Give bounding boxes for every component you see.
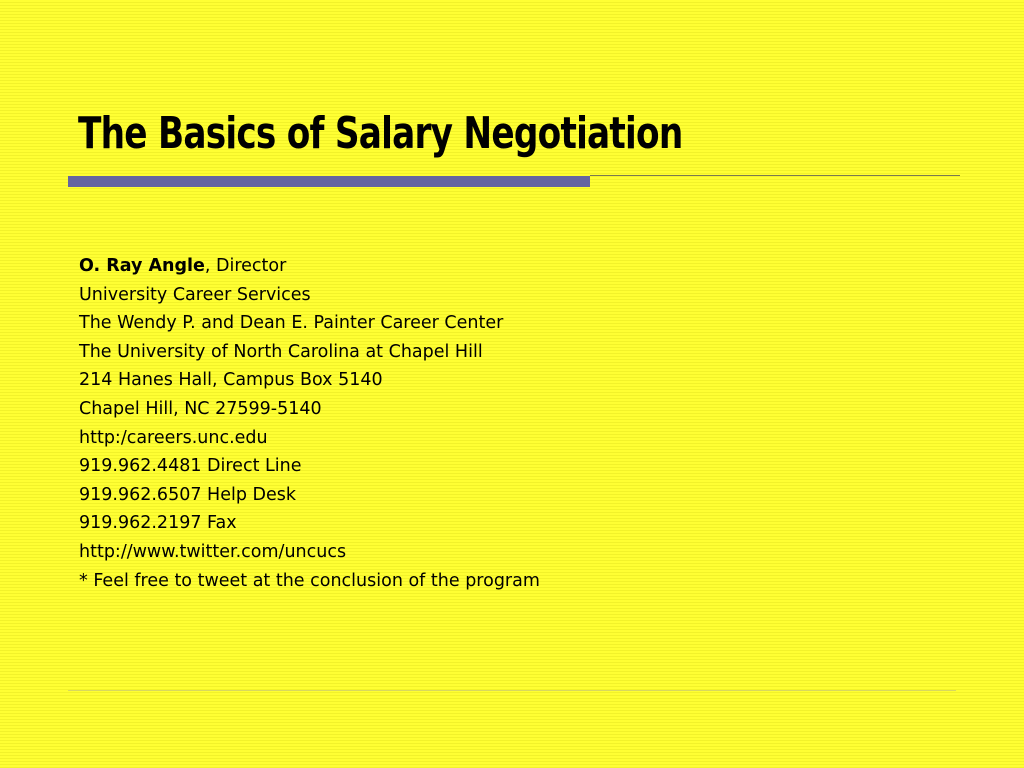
contact-line-direct-phone: 919.962.4481 Direct Line xyxy=(79,456,302,477)
contact-block xyxy=(79,252,540,595)
contact-line-university: The University of North Carolina at Chapel Hill xyxy=(79,341,483,362)
contact-line-twitter: http://www.twitter.com/uncucs xyxy=(79,541,347,562)
contact-line-tweet-note: * Feel free to tweet at the conclusion of the program xyxy=(79,570,540,591)
presenter-role: , Director xyxy=(204,256,287,276)
contact-name-line xyxy=(79,252,540,281)
title-accent-bar xyxy=(68,176,590,187)
contact-line-center: The Wendy P. and Dean E. Painter Career Center xyxy=(79,313,504,334)
contact-line-website: http:/careers.unc.edu xyxy=(79,427,268,448)
title-divider-line xyxy=(590,175,960,176)
contact-line-city: Chapel Hill, NC 27599-5140 xyxy=(79,398,322,419)
contact-line-fax: 919.962.2197 Fax xyxy=(79,513,237,534)
contact-line-department: University Career Services xyxy=(79,284,311,305)
slide-title: The Basics of Salary Negotiation xyxy=(78,108,683,159)
contact-line-address: 214 Hanes Hall, Campus Box 5140 xyxy=(79,370,383,391)
presenter-name: O. Ray Angle xyxy=(79,256,205,276)
footer-divider-line xyxy=(68,690,956,691)
contact-line-help-desk: 919.962.6507 Help Desk xyxy=(79,484,296,505)
